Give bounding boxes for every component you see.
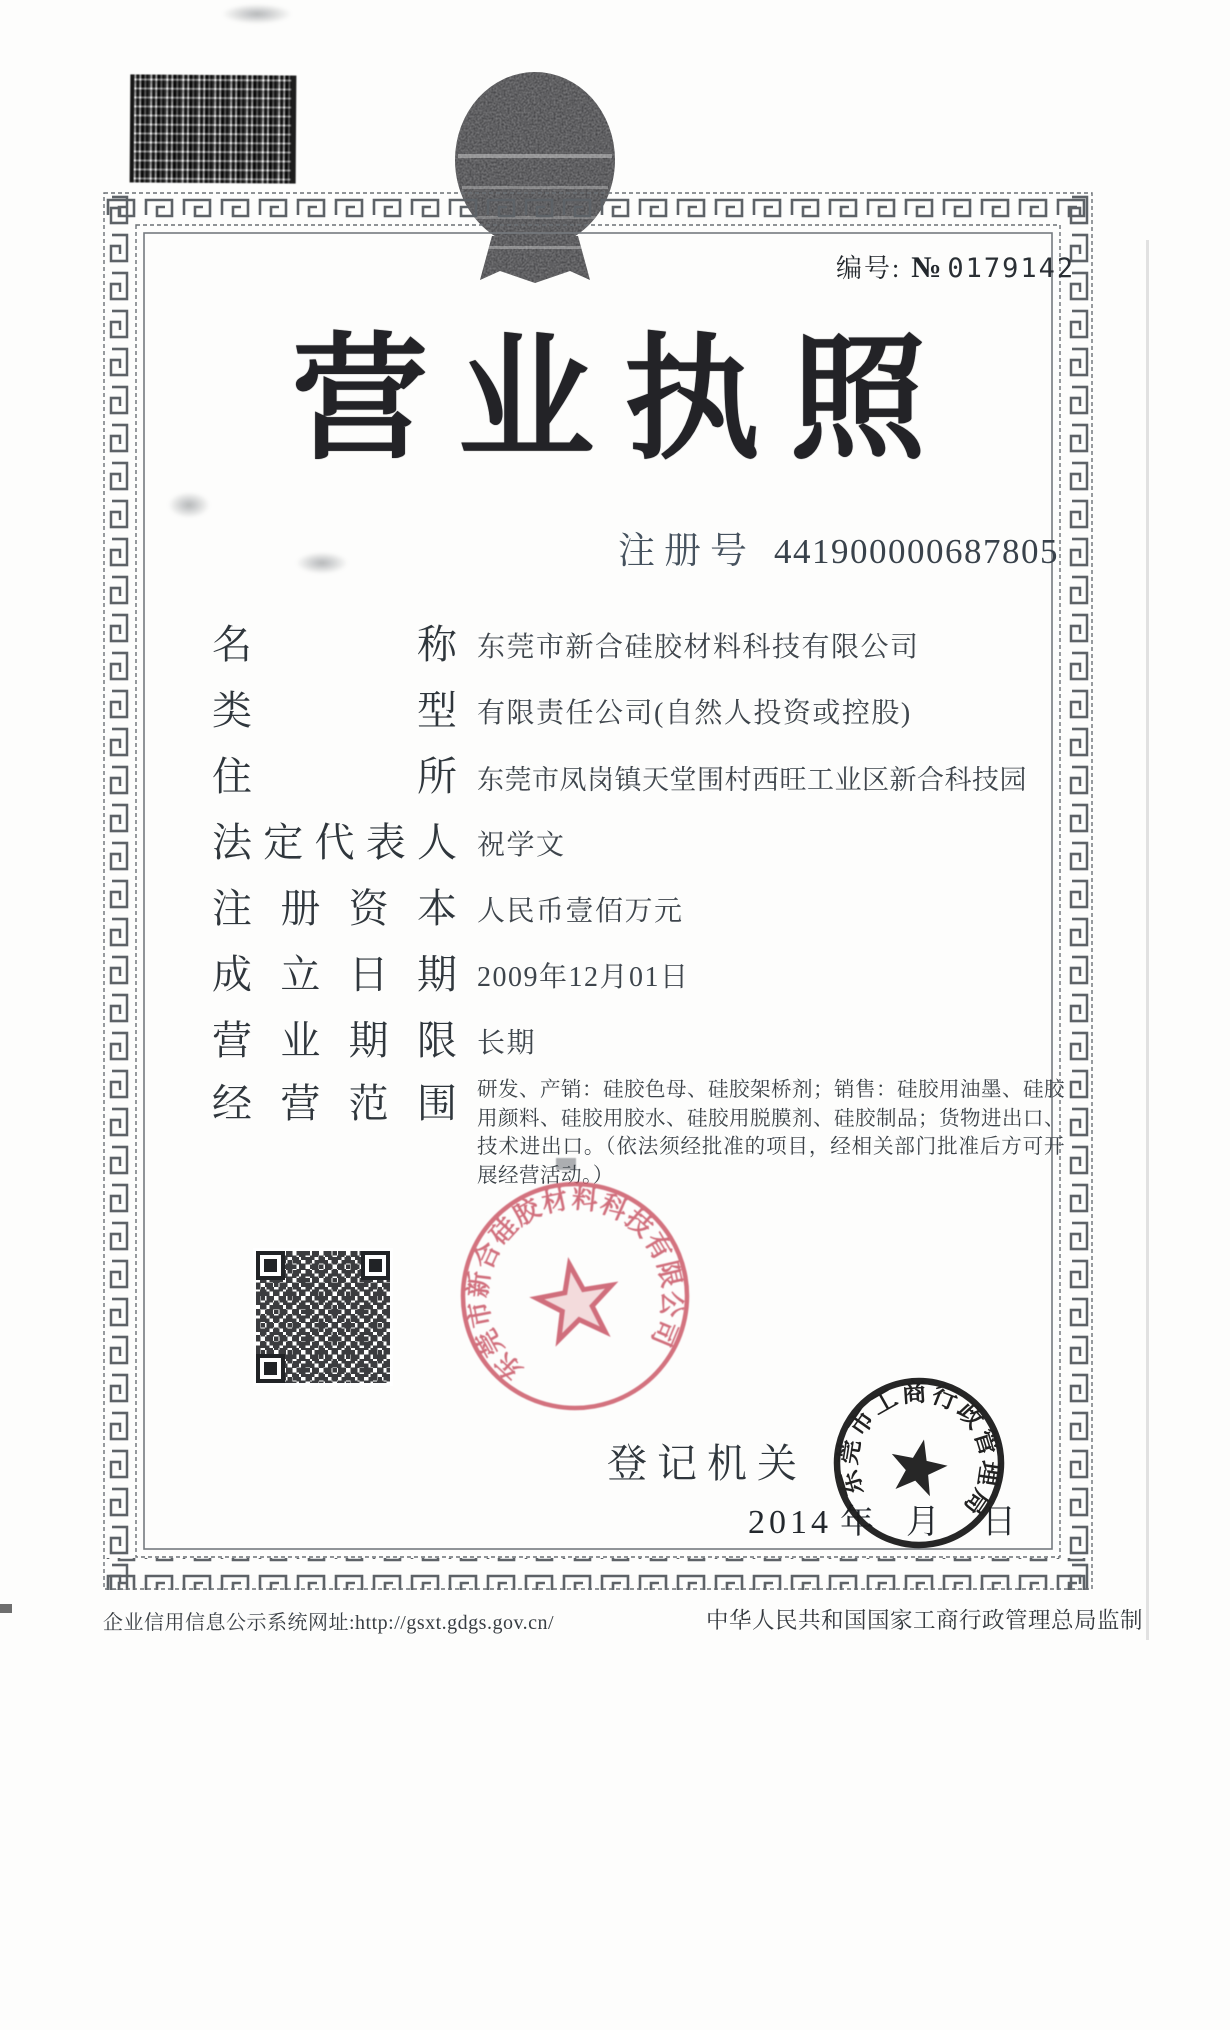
field-value: 祝学文 (477, 830, 566, 861)
qr-finder-pattern (256, 1354, 285, 1383)
field-row-name (212, 612, 1072, 678)
field-value: 东莞市新合硅胶材料科技有限公司 (477, 632, 920, 663)
seal-text: 东莞市工商行政管理局 (834, 1378, 1004, 1521)
company-red-seal (443, 1164, 707, 1428)
numero-sign: № (911, 251, 942, 284)
field-label: 名称 (212, 622, 457, 667)
field-value: 人民币壹佰万元 (477, 896, 684, 927)
scanner-edge-line (1146, 240, 1149, 1640)
field-value: 2009年12月01日 (477, 962, 690, 993)
field-label: 类型 (212, 688, 457, 733)
serial-label: 编号: (836, 254, 902, 283)
field-value: 有限责任公司(自然人投资或控股) (477, 698, 912, 729)
field-label: 注册资本 (212, 886, 457, 931)
field-row-address (212, 744, 1072, 810)
issue-year: 2014 (748, 1504, 832, 1541)
footer-credit-system-url: 企业信用信息公示系统网址:http://gsxt.gdgs.gov.cn/ (103, 1612, 555, 1634)
certificate-title: 营业执照 (292, 321, 956, 479)
field-value: 长期 (477, 1028, 537, 1059)
field-row-term (212, 1008, 1072, 1074)
star-icon (532, 1258, 619, 1342)
year-unit: 年 (840, 1504, 874, 1541)
scan-edge-mark (0, 1604, 12, 1613)
qr-code-icon (253, 1248, 393, 1386)
field-row-establish-date (212, 942, 1072, 1008)
field-value: 研发、产销：硅胶色母、硅胶架桥剂；销售：硅胶用油墨、硅胶用颜料、硅胶用胶水、硅胶用脱膜剂、硅胶制品；货物进出口、技术进出口。（依法须经批准的项目，经相关部门批准后方可开展经营活动。） (477, 1079, 1065, 1187)
seal-text: 东莞市新合硅胶材料科技有限公司 (462, 1183, 688, 1387)
registrar-label: 登记机关 (607, 1441, 807, 1486)
registration-number-value: 441900000687805 (774, 532, 1059, 571)
serial-number-line (836, 248, 1075, 285)
month-unit: 月 (906, 1504, 940, 1541)
field-row-legal-rep (212, 810, 1072, 876)
field-label: 住所 (212, 754, 457, 799)
authority-black-seal (819, 1363, 1019, 1563)
license-fields (212, 612, 1072, 1190)
field-row-capital (212, 876, 1072, 942)
field-label: 成立日期 (212, 952, 457, 997)
field-value: 东莞市凤岗镇天堂围村西旺工业区新合科技园 (477, 764, 1027, 795)
serial-number: 0179142 (947, 253, 1076, 284)
registration-number-line (618, 520, 1059, 574)
field-label: 营业期限 (212, 1018, 457, 1063)
barcode-icon (130, 74, 297, 183)
star-icon (885, 1434, 952, 1499)
field-label: 经营范围 (212, 1081, 457, 1126)
field-label: 法定代表人 (212, 820, 457, 865)
day-unit: 日 (982, 1504, 1016, 1541)
registration-number-label: 注册号 (618, 531, 756, 572)
qr-finder-pattern (256, 1251, 285, 1280)
qr-finder-pattern (361, 1251, 390, 1280)
footer-issuing-authority: 中华人民共和国国家工商行政管理总局监制 (706, 1608, 1144, 1633)
scan-smudge (222, 4, 292, 24)
field-row-type (212, 678, 1072, 744)
